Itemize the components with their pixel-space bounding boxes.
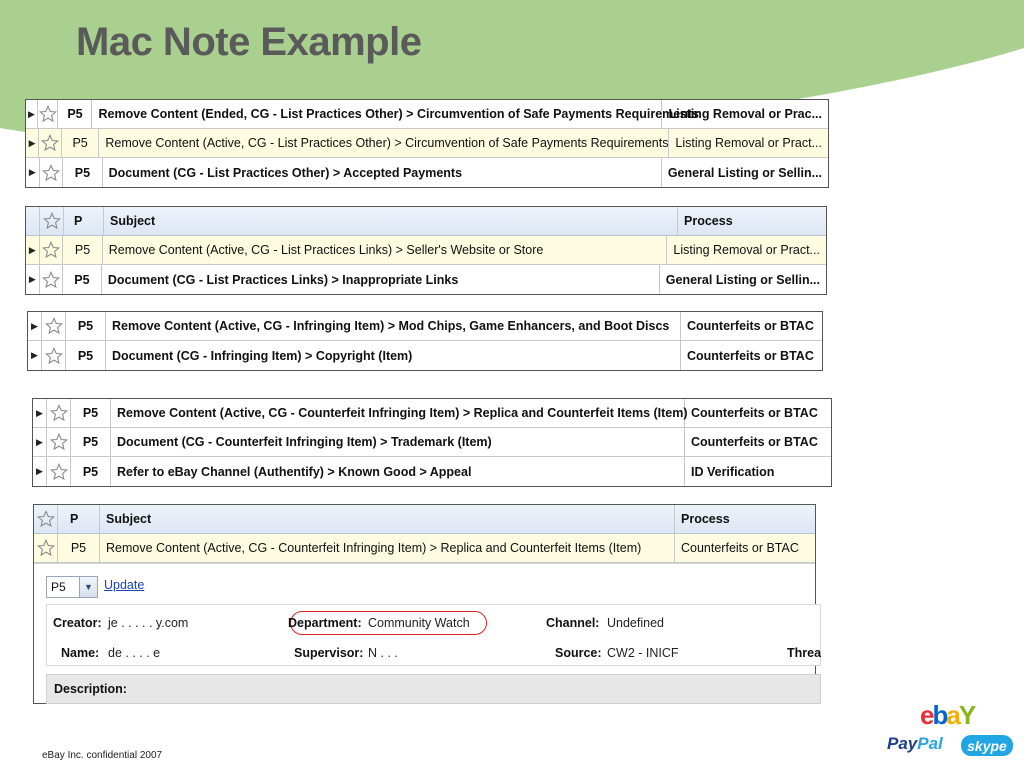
threat-label: Threa: [787, 646, 822, 660]
star-icon[interactable]: [40, 158, 64, 187]
subject-cell: Remove Content (Active, CG - Counterfeit Infringing Item) > Replica and Counterfeit Items (Item): [111, 399, 685, 427]
expand-arrow-icon[interactable]: ▶: [26, 236, 40, 264]
subject-cell: Document (CG - Counterfeit Infringing Item) > Trademark (Item): [111, 428, 685, 456]
star-icon[interactable]: [40, 236, 64, 264]
brand-logos: [884, 700, 1016, 762]
case-fields: [46, 604, 821, 666]
source-value: CW2 - INICF: [607, 646, 679, 660]
header-spacer: [26, 207, 40, 235]
department-value: Community Watch: [368, 616, 470, 630]
paypal-logo: [887, 734, 943, 754]
expand-arrow-icon[interactable]: ▶: [33, 457, 47, 486]
table-row[interactable]: [26, 129, 828, 158]
subject-cell: Document (CG - List Practices Links) > Inappropriate Links: [102, 265, 660, 294]
process-cell: General Listing or Sellin...: [667, 165, 823, 180]
source-label: Source:: [555, 646, 602, 660]
subject-cell: Refer to eBay Channel (Authentify) > Known Good > Appeal: [111, 457, 685, 486]
expand-arrow-icon[interactable]: ▶: [26, 129, 39, 157]
star-icon[interactable]: [34, 534, 58, 562]
star-header-icon[interactable]: [34, 505, 58, 533]
priority-select-value: P5: [51, 580, 66, 594]
priority-select[interactable]: [46, 576, 98, 598]
description-label: Description:: [54, 682, 127, 696]
case-grid-4: [32, 398, 832, 487]
table-row[interactable]: [26, 265, 826, 294]
subject-cell: Remove Content (Active, CG - List Practices Links) > Seller's Website or Store: [103, 236, 668, 264]
name-value: de . . . . e: [108, 646, 161, 660]
expand-arrow-icon[interactable]: ▶: [28, 312, 42, 340]
table-row[interactable]: [26, 158, 828, 187]
expand-arrow-icon[interactable]: ▶: [28, 341, 42, 370]
process-cell: Counterfeits or BTAC: [687, 348, 814, 363]
subject-cell: Remove Content (Active, CG - List Practices Other) > Circumvention of Safe Payments Requirements: [99, 129, 669, 157]
subject-cell: Remove Content (Active, CG - Counterfeit Infringing Item) > Replica and Counterfeit Items (Item): [100, 534, 675, 562]
expand-arrow-icon[interactable]: ▶: [33, 399, 47, 427]
department-label: Department:: [288, 616, 362, 630]
column-header-priority[interactable]: P: [58, 505, 100, 533]
skype-logo: skype: [961, 735, 1013, 756]
channel-value: Undefined: [607, 616, 664, 630]
ebay-letter: a: [946, 700, 959, 730]
priority-cell: P5: [71, 399, 111, 427]
priority-cell: P5: [58, 100, 92, 128]
priority-cell: P5: [66, 312, 106, 340]
column-header-process[interactable]: Process: [684, 214, 733, 228]
star-icon[interactable]: [47, 399, 71, 427]
channel-label: Channel:: [546, 616, 600, 630]
paypal-pal: Pal: [917, 734, 943, 753]
process-cell: General Listing or Sellin...: [665, 272, 820, 287]
priority-cell: P5: [63, 158, 102, 187]
process-cell: Counterfeits or BTAC: [687, 319, 814, 333]
process-cell: Listing Removal or Pract...: [675, 136, 822, 150]
expand-arrow-icon[interactable]: ▶: [26, 100, 38, 128]
table-header: [34, 505, 815, 534]
priority-cell: P5: [58, 534, 100, 562]
table-row[interactable]: [33, 399, 831, 428]
priority-cell: P5: [62, 129, 100, 157]
paypal-pay: Pay: [887, 734, 918, 753]
process-cell: Counterfeits or BTAC: [681, 541, 799, 555]
case-grid-2: [25, 206, 827, 295]
expand-arrow-icon[interactable]: ▶: [26, 265, 40, 294]
ebay-logo: [920, 700, 974, 731]
process-cell: ID Verification: [691, 464, 775, 479]
star-icon[interactable]: [47, 457, 71, 486]
description-bar[interactable]: [46, 674, 821, 704]
process-cell: Listing Removal or Pract...: [673, 243, 820, 257]
subject-cell: Remove Content (Active, CG - Infringing Item) > Mod Chips, Game Enhancers, and Boot Discs: [106, 312, 681, 340]
subject-cell: Remove Content (Ended, CG - List Practices Other) > Circumvention of Safe Payments Requirements: [92, 100, 662, 128]
table-row[interactable]: [26, 236, 826, 265]
case-grid-1: [25, 99, 829, 188]
star-icon[interactable]: [39, 129, 62, 157]
table-row[interactable]: [33, 428, 831, 457]
ebay-letter: b: [932, 700, 947, 730]
priority-cell: P5: [71, 428, 111, 456]
expand-arrow-icon[interactable]: ▶: [26, 158, 40, 187]
ebay-letter: Y: [958, 700, 975, 730]
expand-arrow-icon[interactable]: ▶: [33, 428, 47, 456]
supervisor-value: N . . .: [368, 646, 398, 660]
process-cell: Listing Removal or Prac...: [668, 107, 822, 121]
ebay-letter: e: [920, 700, 933, 730]
creator-value: je . . . . . y.com: [108, 616, 189, 630]
process-cell: Counterfeits or BTAC: [691, 435, 818, 449]
priority-cell: P5: [66, 341, 106, 370]
footer-confidential: eBay Inc. confidential 2007: [42, 750, 163, 761]
star-icon[interactable]: [40, 265, 63, 294]
table-row[interactable]: [26, 100, 828, 129]
subject-cell: Document (CG - List Practices Other) > Accepted Payments: [103, 158, 662, 187]
table-header: [26, 207, 826, 236]
name-label: Name:: [61, 646, 100, 660]
case-grid-5: [33, 504, 822, 704]
star-icon[interactable]: [42, 341, 66, 370]
subject-cell: Document (CG - Infringing Item) > Copyright (Item): [106, 341, 681, 370]
column-header-subject[interactable]: Subject: [100, 505, 675, 533]
star-icon[interactable]: [47, 428, 71, 456]
star-icon[interactable]: [42, 312, 66, 340]
table-row[interactable]: [33, 457, 831, 486]
priority-cell: P5: [71, 457, 111, 486]
priority-cell: P5: [63, 265, 102, 294]
process-cell: Counterfeits or BTAC: [691, 406, 818, 420]
case-grid-3: [27, 311, 823, 371]
update-link[interactable]: Update: [104, 578, 145, 592]
column-header-subject[interactable]: Subject: [104, 207, 678, 235]
star-icon[interactable]: [38, 100, 58, 128]
creator-label: Creator:: [53, 616, 102, 630]
priority-cell: P5: [63, 236, 102, 264]
star-header-icon[interactable]: [40, 207, 64, 235]
column-header-priority[interactable]: P: [64, 207, 104, 235]
slide-title: Mac Note Example: [76, 20, 422, 64]
table-row[interactable]: [28, 341, 822, 370]
table-row[interactable]: [28, 312, 822, 341]
case-detail-panel: [34, 563, 822, 698]
chevron-down-icon[interactable]: ▼: [79, 577, 97, 597]
supervisor-label: Supervisor:: [294, 646, 364, 660]
table-row[interactable]: [34, 534, 815, 563]
column-header-process[interactable]: Process: [681, 512, 730, 526]
